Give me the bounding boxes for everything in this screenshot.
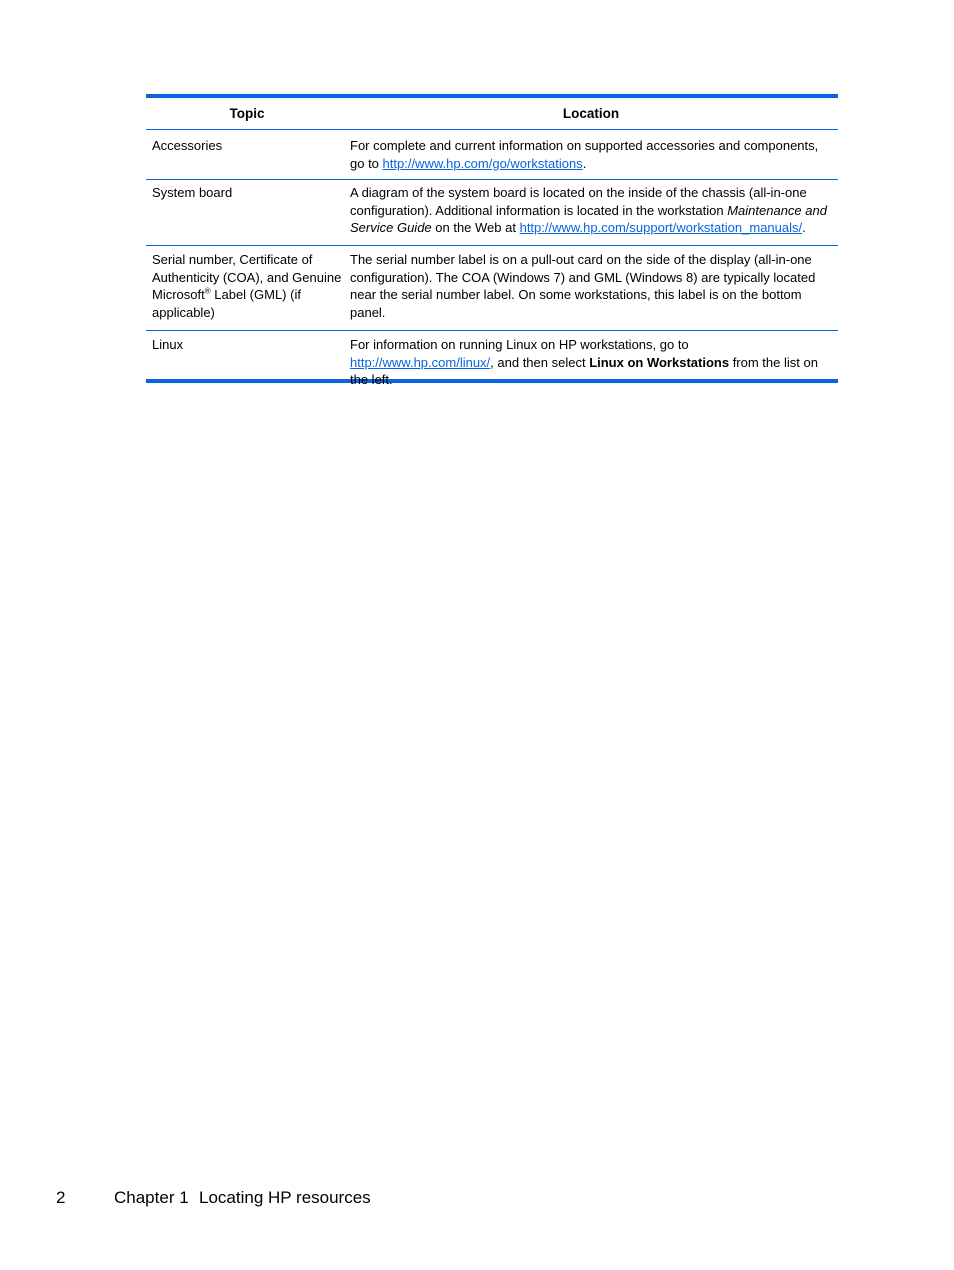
linux-on-workstations-label: Linux on Workstations [589,354,730,370]
location-text-mid: , and then select [490,354,590,370]
table-row [146,246,838,331]
page-number: 2 [56,1188,66,1207]
guide-title: Maintenance and Service Guide [350,202,827,236]
table-header-row [146,98,838,130]
header-topic: Topic [229,106,265,121]
chapter-label: Chapter 1 [114,1188,189,1207]
table-row [146,130,838,180]
registered-mark: ® [204,286,211,296]
location-text: For complete and current information on supported accessories and components, go to [350,138,819,171]
topic-cell: System board [152,185,233,200]
topic-cell: Accessories [152,138,223,153]
workstations-link[interactable]: http://www.hp.com/go/workstations [382,155,583,171]
location-cell: The serial number label is on a pull-out card on the side of the display (all-in-one configuration). The COA (Windows 7) and GML (Windows 8) are typically located near the serial number label. On some workstations, this label is on the bottom panel. [350,252,816,320]
location-text: For information on running Linux on HP workstations, go to [350,337,689,352]
location-cell [348,184,838,245]
resources-table [146,94,838,388]
location-text-mid: on the Web at [431,220,520,236]
location-cell [348,336,838,388]
location-text-end: from the list on the left. [350,354,818,388]
manuals-link[interactable]: http://www.hp.com/support/workstation_manuals/ [519,220,803,236]
topic-text-end: Label (GML) (if applicable) [152,287,301,320]
location-text: A diagram of the system board is located on the inside of the chassis (all-in-one configuration). Additional information is located in the workstation [350,185,807,218]
chapter-title: Locating HP resources [199,1188,371,1207]
topic-text: Serial number, Certificate of Authenticity (COA), and Genuine Microsoft [152,252,342,303]
topic-cell: Linux [152,337,184,352]
topic-cell [146,251,348,330]
linux-link[interactable]: http://www.hp.com/linux/ [350,354,491,370]
table-row [146,180,838,246]
location-cell [348,137,838,179]
location-text-end: . [582,155,587,171]
header-location: Location [562,106,620,121]
location-text-end: . [802,220,806,236]
table-row [146,331,838,388]
